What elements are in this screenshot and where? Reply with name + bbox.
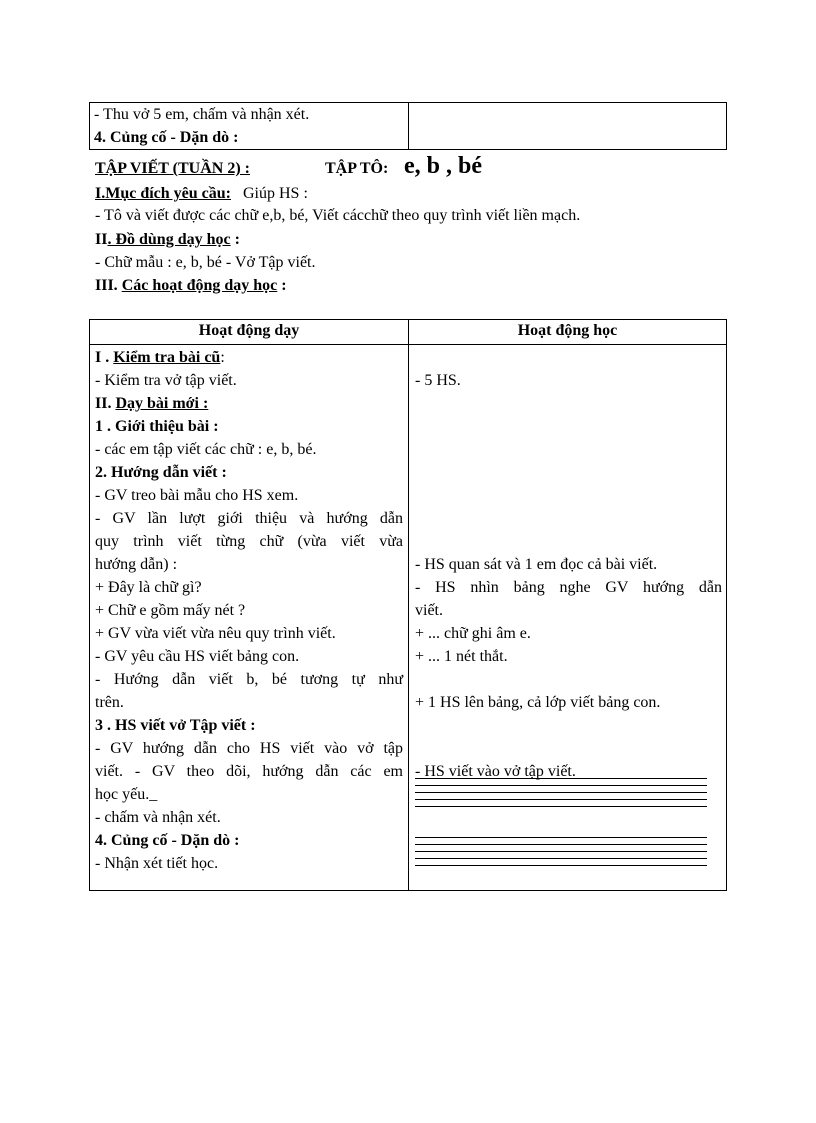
writing-line (415, 792, 707, 793)
writing-line (415, 837, 707, 838)
activities-colon: : (281, 277, 287, 294)
writing-line (415, 851, 707, 852)
table-row: - GV treo bài mẫu cho HS xem. (95, 487, 299, 504)
table-row: hướng dẫn) : (95, 556, 178, 573)
writing-lines-group (415, 778, 707, 813)
table-row: - HS nhìn bảng nghe GV hướng dẫn (415, 579, 722, 596)
row-text: Dạy bài mới : (115, 395, 209, 412)
activities-title: Các hoạt động dạy học (121, 277, 278, 294)
continuation-table (89, 102, 727, 150)
table-row: 3 . HS viết vở Tập viết : (95, 717, 256, 734)
writing-lines-group (415, 837, 707, 872)
row-text: II. (95, 395, 116, 412)
table-row: 4. Củng cố - Dặn dò : (95, 832, 240, 849)
table-row (95, 392, 403, 415)
section-activities (95, 277, 287, 295)
table-row: + Chữ e gồm mấy nét ? (95, 602, 246, 619)
writing-line (415, 778, 707, 779)
materials-colon: : (234, 231, 240, 248)
writing-line (415, 806, 707, 807)
table-row: + 1 HS lên bảng, cả lớp viết bảng con. (415, 694, 661, 711)
table-row: - Kiểm tra vở tập viết. (95, 372, 237, 389)
header-learning: Hoạt động học (517, 322, 618, 339)
writing-line (415, 844, 707, 845)
table-row: học yếu._ (95, 786, 158, 803)
writing-line (415, 865, 707, 866)
subject-title: TẬP VIẾT (TUẦN 2) : (95, 160, 250, 177)
materials-title: . Đồ dùng dạy học (107, 231, 231, 248)
table-row: - 5 HS. (415, 372, 461, 389)
table-row: + Đây là chữ gì? (95, 579, 202, 596)
activities-prefix: III. (95, 277, 118, 294)
row-text: Kiểm tra bài cũ (113, 349, 221, 366)
consolidation-heading: 4. Củng cố - Dặn dò : (94, 129, 239, 146)
table-row: - chấm và nhận xét. (95, 809, 221, 826)
table-row: - GV yêu cầu HS viết bảng con. (95, 648, 300, 665)
column-divider (408, 103, 409, 149)
table-row: + ... chữ ghi âm e. (415, 625, 531, 642)
section-objectives (95, 185, 308, 203)
row-text: : (220, 349, 225, 366)
activities-table (89, 319, 727, 891)
table-row: viết. (415, 602, 443, 619)
table-row: 1 . Giới thiệu bài : (95, 418, 219, 435)
writing-line (415, 799, 707, 800)
table-row: - GV lần lượt giới thiệu và hướng dẫn (95, 510, 403, 527)
objectives-line: - Tô và viết được các chữ e,b, bé, Viết cácchữ theo quy trình viết liền mạch. (95, 207, 581, 224)
table-row (95, 346, 403, 369)
column-divider (408, 320, 409, 890)
table-row: - các em tập viết các chữ : e, b, bé. (95, 441, 317, 458)
row-text: I . (95, 349, 114, 366)
table-row: + ... 1 nét thắt. (415, 648, 508, 665)
table-row: - Hướng dẫn viết b, bé tương tự như (95, 671, 403, 688)
header-teaching: Hoạt động dạy (198, 322, 300, 339)
collect-notebooks-line: - Thu vở 5 em, chấm và nhận xét. (94, 106, 310, 123)
table-row: - HS viết vào vở tập viết. (415, 763, 576, 780)
lesson-letters: e, b , bé (404, 153, 482, 179)
objectives-tail: Giúp HS : (243, 185, 308, 202)
materials-line: - Chữ mẫu : e, b, bé - Vở Tập viết. (95, 254, 316, 271)
materials-prefix: II (95, 231, 108, 248)
table-row: trên. (95, 694, 124, 711)
table-row: - Nhận xét tiết học. (95, 855, 219, 872)
table-row: 2. Hướng dẫn viết : (95, 464, 227, 481)
section-materials (95, 231, 240, 249)
objectives-title: I.Mục đích yêu cầu: (95, 185, 231, 202)
table-row: - HS quan sát và 1 em đọc cả bài viết. (415, 556, 658, 573)
writing-line (415, 858, 707, 859)
table-row: - GV hướng dẫn cho HS viết vào vở tập (95, 740, 403, 757)
table-row: viết. - GV theo dõi, hướng dẫn các em (95, 763, 403, 780)
table-row: + GV vừa viết vừa nêu quy trình viết. (95, 625, 336, 642)
table-row: quy trình viết từng chữ (vừa viết vừa (95, 533, 403, 550)
lesson-prefix: TẬP TÔ: (325, 160, 389, 177)
writing-line (415, 785, 707, 786)
